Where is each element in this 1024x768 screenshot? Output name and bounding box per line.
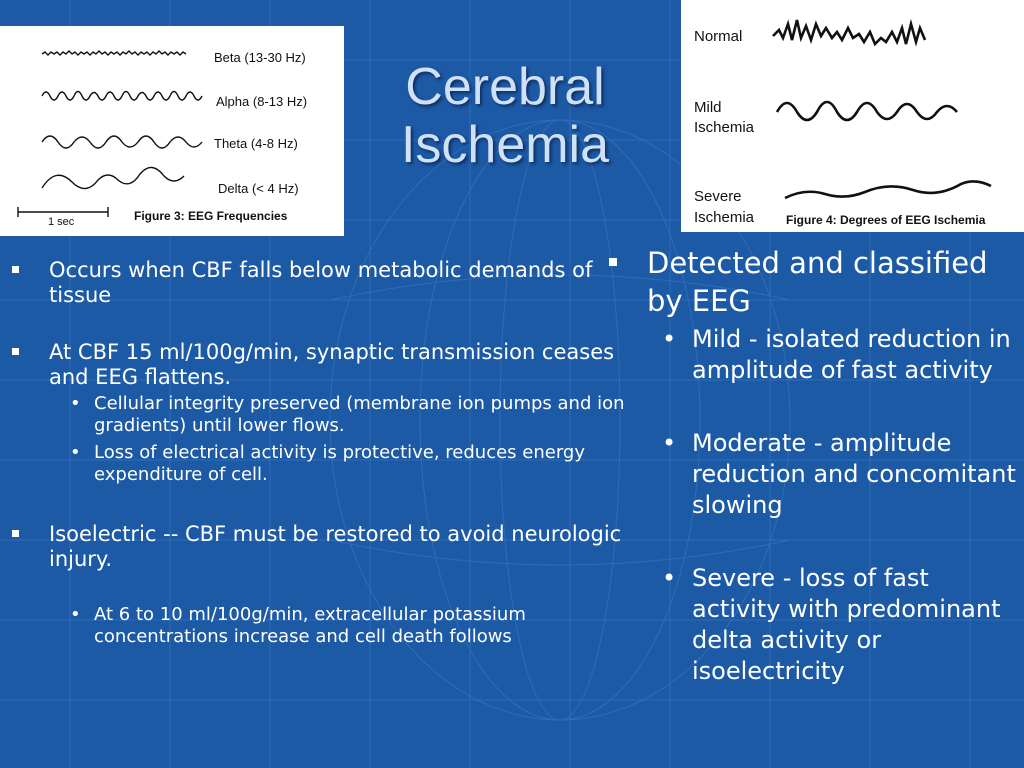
sub-bullet-item xyxy=(604,324,1024,386)
delta-label: Delta (< 4 Hz) xyxy=(218,181,299,196)
dot-bullet-icon: • xyxy=(662,564,677,592)
square-bullet-icon xyxy=(609,258,617,266)
sub-bullet-item xyxy=(10,442,635,486)
normal-label: Normal xyxy=(694,28,743,45)
mild-label-line2: Ischemia xyxy=(694,119,755,136)
dot-bullet-icon: • xyxy=(70,393,81,414)
dot-bullet-icon: • xyxy=(662,325,677,353)
alpha-label: Alpha (8-13 Hz) xyxy=(216,94,308,109)
severe-label-line2: Ischemia xyxy=(694,209,755,226)
figure-eeg-frequencies xyxy=(0,26,344,236)
sub-bullet-text: Loss of electrical activity is protective, reduces energy expenditure of cell. xyxy=(94,442,586,485)
normal-trace xyxy=(773,20,925,44)
bullet-text: Occurs when CBF falls below metabolic demands of tissue xyxy=(49,258,593,307)
sub-bullet-item xyxy=(604,428,1024,521)
severe-label-line1: Severe xyxy=(694,188,742,205)
sub-bullet-item xyxy=(10,604,635,648)
sub-bullet-item xyxy=(10,393,635,437)
title-line-1: Cerebral xyxy=(405,58,605,116)
bullet-text: At CBF 15 ml/100g/min, synaptic transmission ceases and EEG flattens. xyxy=(49,340,615,389)
figure4-caption: Figure 4: Degrees of EEG Ischemia xyxy=(786,213,986,227)
sub-bullet-text: Moderate - amplitude reduction and concomitant slowing xyxy=(692,429,1016,519)
bullet-item xyxy=(10,522,635,572)
figure3-caption: Figure 3: EEG Frequencies xyxy=(134,209,288,223)
right-bullet-list xyxy=(604,244,1024,687)
bullet-item xyxy=(604,244,1024,320)
sub-bullet-text: At 6 to 10 ml/100g/min, extracellular potassium concentrations increase and cell death follows xyxy=(94,604,526,647)
bullet-text: Isoelectric -- CBF must be restored to avoid neurologic injury. xyxy=(49,522,622,571)
title-line-2: Ischemia xyxy=(400,116,610,174)
sub-bullet-text: Mild - isolated reduction in amplitude of fast activity xyxy=(692,325,1011,384)
mild-trace xyxy=(777,102,957,120)
dot-bullet-icon: • xyxy=(70,604,81,625)
dot-bullet-icon: • xyxy=(662,429,677,457)
bullet-item xyxy=(10,258,635,308)
beta-trace xyxy=(42,51,186,55)
sub-bullet-item xyxy=(604,563,1024,687)
square-bullet-icon xyxy=(12,530,19,537)
delta-trace xyxy=(42,167,184,188)
theta-label: Theta (4-8 Hz) xyxy=(214,136,298,151)
figure-eeg-ischemia xyxy=(681,0,1024,232)
beta-label: Beta (13-30 Hz) xyxy=(214,50,306,65)
severe-trace xyxy=(785,181,991,198)
left-bullet-list xyxy=(10,258,635,648)
dot-bullet-icon: • xyxy=(70,442,81,463)
mild-label-line1: Mild xyxy=(694,99,722,116)
alpha-trace xyxy=(42,92,202,101)
square-bullet-icon xyxy=(12,348,19,355)
sub-bullet-text: Severe - loss of fast activity with predominant delta activity or isoelectricity xyxy=(692,564,1001,685)
square-bullet-icon xyxy=(12,266,19,273)
bullet-text: Detected and classified by EEG xyxy=(647,246,988,318)
slide-title xyxy=(350,58,660,174)
theta-trace xyxy=(42,136,202,148)
bullet-item xyxy=(10,340,635,390)
scale-label: 1 sec xyxy=(48,216,75,228)
sub-bullet-text: Cellular integrity preserved (membrane ion pumps and ion gradients) until lower flows. xyxy=(94,393,625,436)
